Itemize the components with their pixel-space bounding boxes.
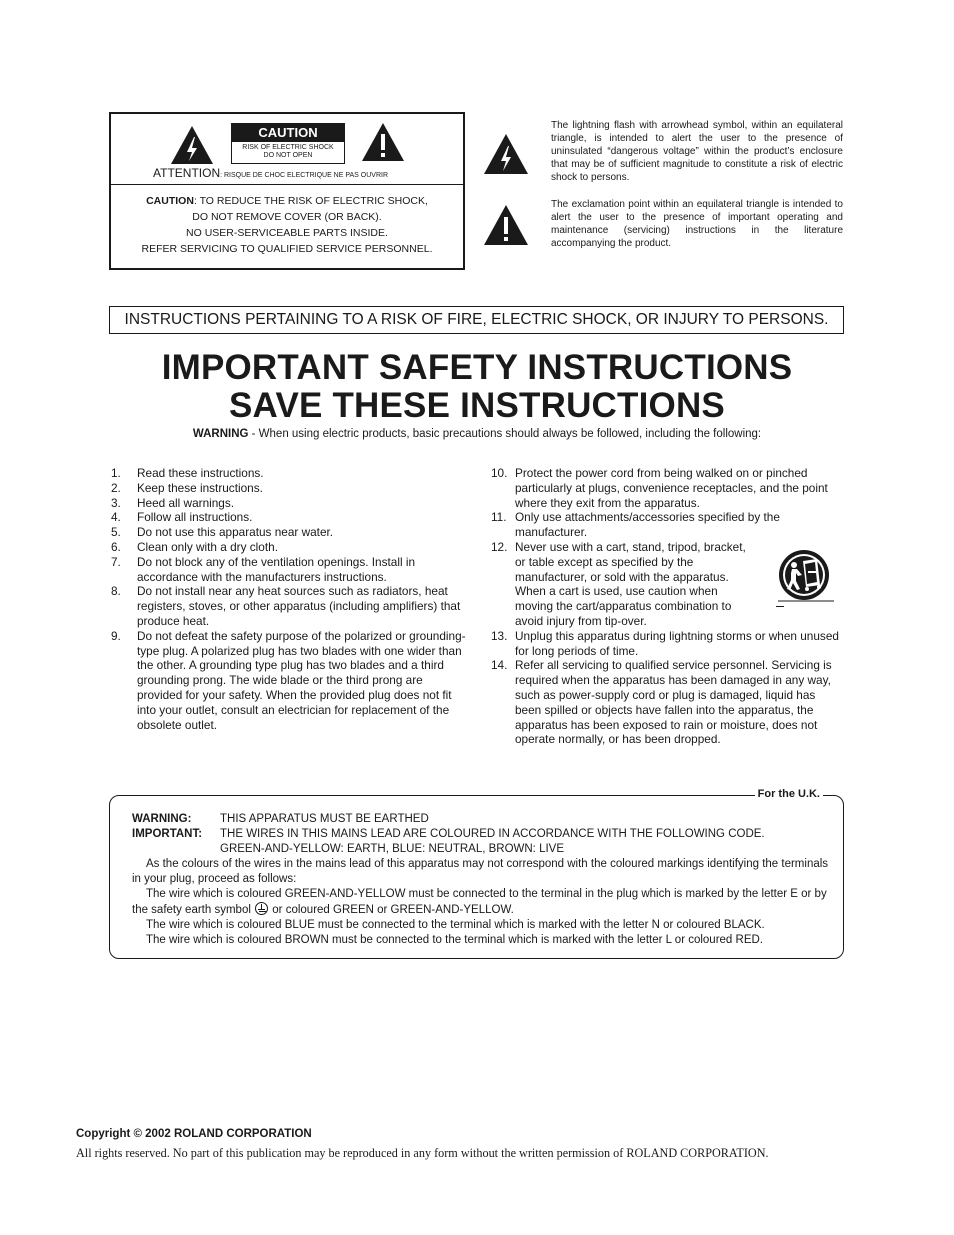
item-text: Do not use this apparatus near water. (137, 525, 334, 540)
uk-wiring-box (109, 788, 844, 959)
caution-box (109, 112, 465, 270)
instructions-left-column (111, 466, 471, 732)
uk-paragraph-1: As the colours of the wires in the mains lead of this apparatus may not correspond with the coloured markings identifying the terminals in your plug, proceed as follows: (132, 858, 829, 885)
item-text: Heed all warnings. (137, 495, 235, 510)
lightning-description: The lightning flash with arrowhead symbol, within an equilateral triangle, is intended to alert the user to the presence of uninsulated “dangerous voltage” within the product’s enclosure that may be of sufficient magnitude to constitute a risk of electric shock to persons. (551, 120, 843, 183)
uk-tag: For the U.K. (755, 788, 823, 800)
risk-line-2: DO NOT OPEN (263, 152, 313, 159)
warning-label: WARNING (192, 428, 249, 440)
item-number: 2. (111, 480, 121, 495)
list-item (111, 629, 471, 733)
item-number: 8. (111, 584, 121, 599)
item-text: Never use with a cart, stand, tripod, bracket, or table except as specified by the manufacturer, or sold with the apparatus. When a cart is used, use caution when moving the cart/apparatus combination to avoid injury from tip-over. (515, 539, 746, 628)
list-item (491, 658, 841, 747)
item-number: 5. (111, 525, 121, 540)
copyright: Copyright © 2002 ROLAND CORPORATION (76, 1128, 312, 1140)
warning-line (0, 428, 954, 440)
list-item (111, 525, 471, 540)
uk-warning-label: WARNING: (132, 813, 192, 825)
list-item (111, 496, 471, 511)
list-item (111, 510, 471, 525)
uk-important-row (132, 827, 832, 857)
item-number: 12. (491, 539, 508, 554)
attention-label: ATTENTION (153, 166, 221, 180)
caution-line-3: NO USER-SERVICEABLE PARTS INSIDE. (186, 227, 388, 239)
item-text: Do not defeat the safety purpose of the polarized or grounding-type plug. A polarized plug has two blades with one wider than the other. A grounding type plug has two blades and a third grounding prong. The wide blade or the third prong are provided for your safety. When the provided plug does not fit into your outlet, consult an electrician for replacement of the obsolete outlet. (137, 628, 466, 732)
list-item (111, 584, 471, 628)
item-text: Only use attachments/accessories specified by the manufacturer. (515, 510, 780, 540)
list-item (491, 629, 841, 659)
uk-warning-row (132, 812, 832, 827)
item-number: 7. (111, 554, 121, 569)
caution-line-1: : TO REDUCE THE RISK OF ELECTRIC SHOCK, (193, 195, 428, 207)
uk-content (132, 812, 832, 948)
item-number: 1. (111, 466, 121, 480)
exclamation-triangle-icon (361, 122, 405, 162)
caution-line-4: REFER SERVICING TO QUALIFIED SERVICE PERSONNEL. (141, 243, 433, 255)
instruction-list-left (111, 466, 471, 732)
item-number: 11. (491, 510, 507, 525)
item-text: Do not install near any heat sources such as radiators, heat registers, stoves, or other apparatus (including amplifiers) that produce heat. (137, 584, 461, 628)
list-item (111, 540, 471, 555)
page-subtitle: SAVE THESE INSTRUCTIONS (229, 386, 725, 425)
earth-symbol-icon (255, 902, 268, 915)
item-number: 10. (491, 466, 508, 480)
lightning-triangle-icon (170, 125, 214, 165)
item-text: Clean only with a dry cloth. (137, 539, 278, 554)
uk-paragraph-4: The wire which is coloured BROWN must be connected to the terminal which is marked with the letter L or coloured RED. (146, 934, 763, 946)
item-text: Follow all instructions. (137, 510, 253, 525)
caution-symbols-panel (111, 114, 463, 185)
lightning-triangle-icon (483, 133, 529, 175)
exclamation-description: The exclamation point within an equilateral triangle is intended to alert the user to the presence of important operating and maintenance (servicing) instructions in the literature accompanying the product. (551, 199, 843, 249)
uk-paragraph-3: The wire which is coloured BLUE must be connected to the terminal which is marked with the letter N or coloured BLACK. (146, 919, 765, 931)
item-number: 14. (491, 658, 508, 673)
item-text: Do not block any of the ventilation openings. Install in accordance with the manufacturers instructions. (137, 554, 416, 584)
item-text: Keep these instructions. (137, 480, 263, 495)
item-number: 4. (111, 510, 121, 525)
uk-important-text-1: THE WIRES IN THIS MAINS LEAD ARE COLOURED IN ACCORDANCE WITH THE FOLLOWING CODE. (220, 828, 765, 840)
uk-important-text-2: GREEN-AND-YELLOW: EARTH, BLUE: NEUTRAL, BROWN: LIVE (220, 843, 565, 855)
item-text: Read these instructions. (137, 466, 264, 480)
risk-banner: INSTRUCTIONS PERTAINING TO A RISK OF FIRE, ELECTRIC SHOCK, OR INJURY TO PERSONS. (109, 306, 844, 334)
uk-paragraph-2a: The wire which is coloured GREEN-AND-YELLOW must be connected to the terminal in the plug which is marked by the letter E or by the safety earth symbol (132, 888, 827, 916)
page-title: IMPORTANT SAFETY INSTRUCTIONS (161, 348, 793, 387)
warning-text: - When using electric products, basic precautions should always be followed, including the following: (248, 428, 762, 440)
list-item (491, 510, 841, 540)
item-number: 13. (491, 628, 508, 643)
item-number: 3. (111, 495, 121, 510)
uk-warning-text: THIS APPARATUS MUST BE EARTHED (220, 813, 429, 825)
caution-title: CAUTION (232, 124, 344, 142)
item-text: Refer all servicing to qualified service personnel. Servicing is required when the apparatus has been damaged in any way, such as power-supply cord or plug is damaged, liquid has been spilled or objects have fallen into the apparatus, the apparatus has been exposed to rain or moisture, does not operate normally, or has been dropped. (515, 658, 832, 747)
uk-paragraph-2 (132, 887, 832, 918)
risk-of-shock-text (232, 142, 344, 163)
attention-text: : RISQUE DE CHOC ELECTRIQUE NE PAS OUVRIR (220, 172, 389, 179)
list-item (111, 466, 471, 481)
attention-line (153, 166, 388, 180)
uk-important-label: IMPORTANT: (132, 828, 203, 840)
list-item (111, 555, 471, 585)
item-number: 6. (111, 539, 121, 554)
exclamation-triangle-icon (483, 204, 529, 246)
item-text: Unplug this apparatus during lightning storms or when unused for long periods of time. (515, 628, 839, 658)
caution-prefix: CAUTION (146, 195, 194, 207)
caution-line-2: DO NOT REMOVE COVER (OR BACK). (192, 211, 382, 223)
caution-label (231, 123, 345, 164)
rights-notice: All rights reserved. No part of this publication may be reproduced in any form without the written permission of ROLAND CORPORATION. (76, 1146, 769, 1160)
caution-text (111, 193, 463, 257)
cart-tip-over-warning-icon (770, 549, 838, 615)
item-number: 9. (111, 628, 121, 643)
list-item (491, 466, 841, 510)
risk-line-1: RISK OF ELECTRIC SHOCK (242, 144, 334, 151)
uk-paragraph-2b: or coloured GREEN or GREEN-AND-YELLOW. (269, 904, 514, 916)
list-item (111, 481, 471, 496)
item-text: Protect the power cord from being walked on or pinched particularly at plugs, convenience receptacles, and the point where they exit from the apparatus. (515, 466, 828, 510)
